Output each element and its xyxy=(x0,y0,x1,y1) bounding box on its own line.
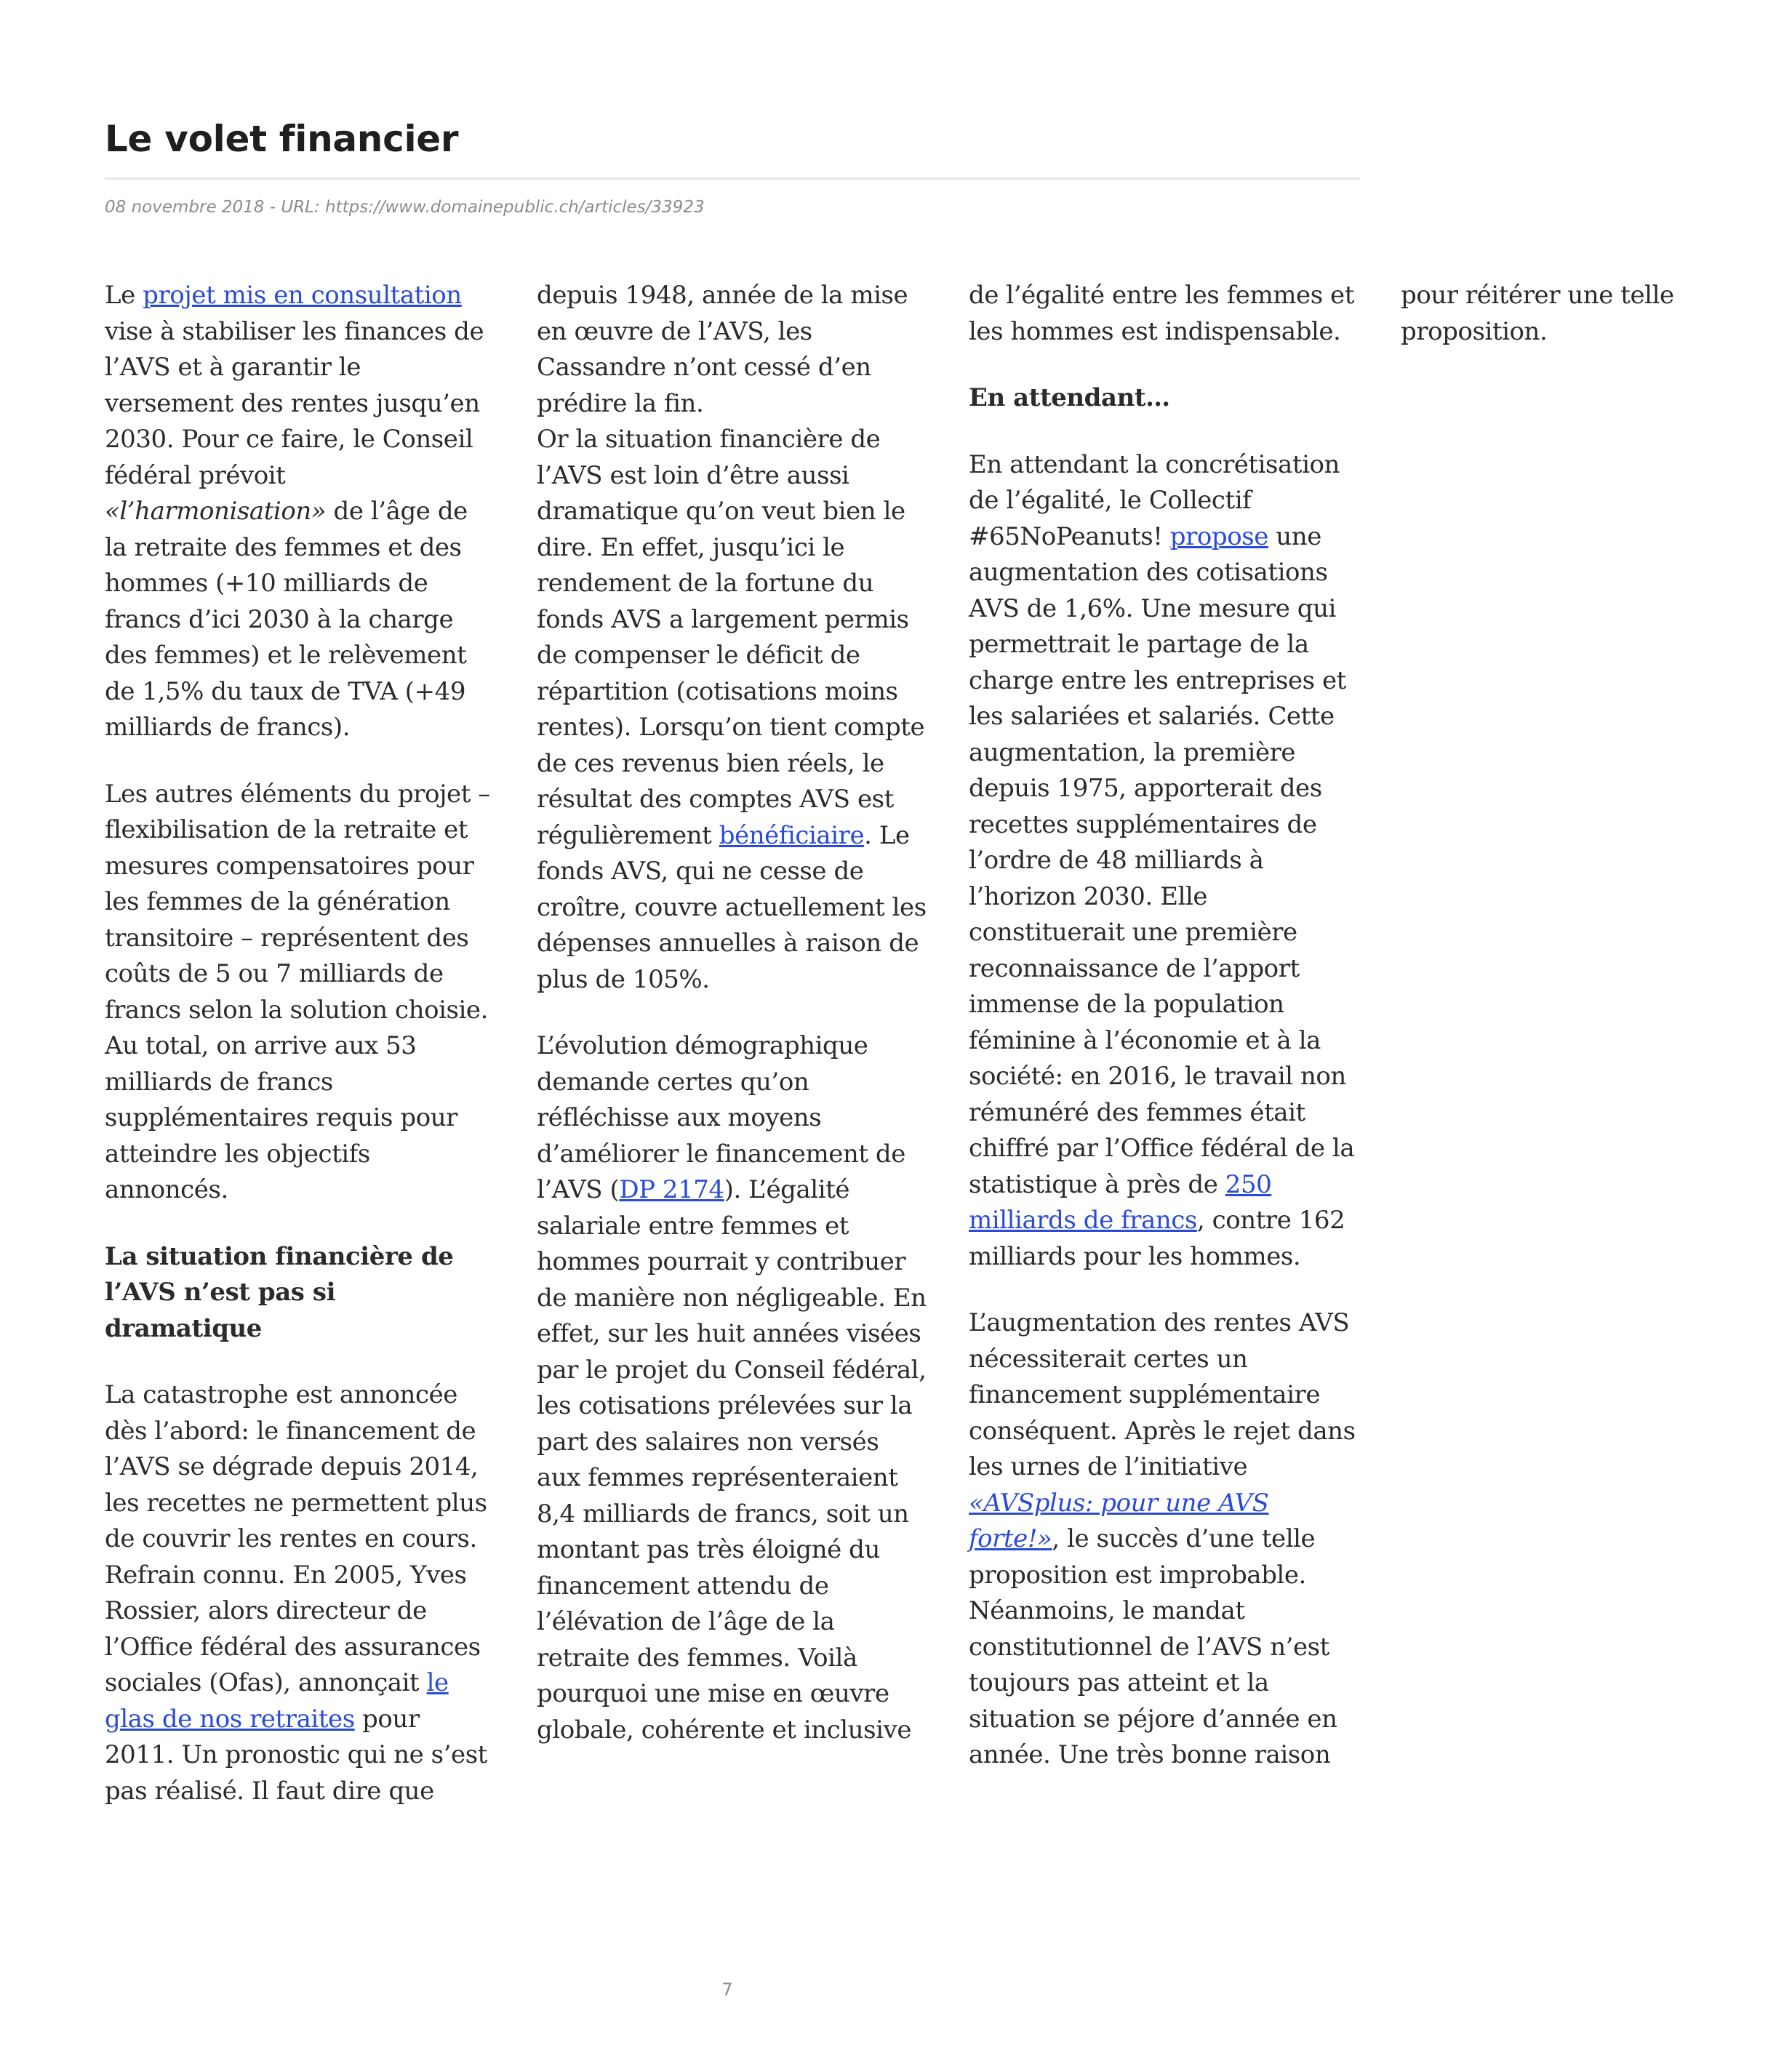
link-250-milliards[interactable]: 250 milliards de francs xyxy=(969,1169,1272,1235)
paragraph-en-attendant xyxy=(969,447,1360,1276)
title-divider xyxy=(105,177,1360,180)
text-span: vise à stabiliser les finances de l’AVS et à garantir le versement des rentes jusqu’en 2030. Pour ce faire, le Conseil fédéral prévoit xyxy=(105,316,484,490)
link-projet-consultation[interactable]: projet mis en consultation xyxy=(143,281,462,310)
text-span: Le xyxy=(105,281,143,310)
paragraph-situation-financiere xyxy=(537,422,928,998)
link-beneficiaire[interactable]: bénéficiaire xyxy=(719,820,865,850)
paragraph-elements: Les autres éléments du projet – flexibilisation de la retraite et mesures compensatoires pour les femmes de la génération transitoire – représentent des coûts de 5 ou 7 milliards de francs selon la solution choisie. Au total, on arrive aux 53 milliards de francs supplémentaires requis pour atteindre les objectifs annoncés. xyxy=(105,779,490,1204)
article-meta: 08 novembre 2018 - URL: https://www.domainepublic.ch/articles/33923 xyxy=(105,198,705,217)
text-span: . Le fonds AVS, qui ne cesse de croître, couvre actuellement les dépenses annuelles à raison de plus de 105%. xyxy=(537,820,927,994)
text-span: L’augmentation des rentes AVS nécessiterait certes un financement supplémentaire conséquent. Après le rejet dans les urnes de l’initiative xyxy=(969,1308,1356,1481)
page-number: 7 xyxy=(721,1979,733,2000)
link-avsplus[interactable]: «AVSplus: pour une AVS forte!» xyxy=(969,1488,1269,1553)
section-heading-situation: La situation financière de l’AVS n’est pas si dramatique xyxy=(105,1241,454,1343)
text-span: En attendant la concrétisation de l’égalité, le Collectif #65NoPeanuts! xyxy=(969,449,1340,551)
text-span: pour 2011. Un pronostic qui ne s’est pas réalisé. Il faut dire que depuis 1948, année de la mise en œuvre de l’AVS, les Cassandre n’ont cessé d’en prédire la fin. xyxy=(105,281,908,1806)
text-span: , contre 162 milliards pour les hommes. xyxy=(969,1206,1345,1271)
link-dp-2174[interactable]: DP 2174 xyxy=(619,1175,724,1204)
section-heading-en-attendant: En attendant… xyxy=(969,383,1170,412)
text-span: Or la situation financière de l’AVS est loin d’être aussi dramatique qu’on veut bien le dire. En effet, jusqu’ici le rendement de la fortune du fonds AVS a largement permis de compenser le déficit de répartition (cotisations moins rentes). Lorsqu’on tient compte de ces revenus bien réels, le résultat des comptes AVS est régulièrement xyxy=(537,425,925,850)
text-span: de l’âge de la retraite des femmes et des hommes (+10 milliards de francs d’ici 2030 à la charge des femmes) et le relèvement de 1,5% du taux de TVA (+49 milliards de francs). xyxy=(105,497,468,742)
article-body xyxy=(105,278,1674,1819)
paragraph-intro xyxy=(105,278,496,746)
quote-harmonisation: «l’harmonisation» xyxy=(105,497,327,526)
link-glas-retraites[interactable]: le glas de nos retraites xyxy=(105,1668,449,1734)
text-span: L’évolution démographique demande certes qu’on réfléchisse aux moyens d’améliorer le financement de l’AVS ( xyxy=(537,1031,905,1204)
link-propose[interactable]: propose xyxy=(1169,521,1268,551)
text-span: La catastrophe est annoncée dès l’abord: le financement de l’AVS se dégrade depuis 2014, les recettes ne permettent plus de couvrir les rentes en cours. Refrain connu. En 2005, Yves Rossier, alors directeur de l’Office fédéral des assurances sociales (Ofas), annonçait xyxy=(105,1380,487,1697)
text-span: une augmentation des cotisations AVS de 1,6%. Une mesure qui permettrait le partage de la charge entre les entreprises et les salariées et salariés. Cette augmentation, la première depuis 1975, apporterait des recettes supplémentaires de l’ordre de 48 milliards à l’horizon 2030. Elle constituerait une première reconnaissance de l’apport immense de la population féminine à l’économie et à la société: en 2016, le travail non rémunéré des femmes était chiffré par l’Office fédéral de la statistique à près de xyxy=(969,521,1355,1199)
text-span: , le succès d’une telle proposition est improbable. Néanmoins, le mandat constitutionnel de l’AVS n’est toujours pas atteint et la situation se péjore d’année en année. Une très bonne raison pour réitérer une telle proposition. xyxy=(969,281,1674,1769)
page-title: Le volet financier xyxy=(105,118,459,160)
text-span: ). L’égalité salariale entre femmes et hommes pourrait y contribuer de manière non négligeable. En effet, sur les huit années visées par le projet du Conseil fédéral, les cotisations prélevées sur la part des salaires non versés aux femmes représenteraient 8,4 milliards de francs, soit un montant pas très éloigné du financement attendu de l’élévation de l’âge de la retraite des femmes. Voilà pourquoi une mise en œuvre globale, cohérente et inclusive de l’égalité entre les femmes et les hommes est indispensable. xyxy=(537,281,1354,1745)
